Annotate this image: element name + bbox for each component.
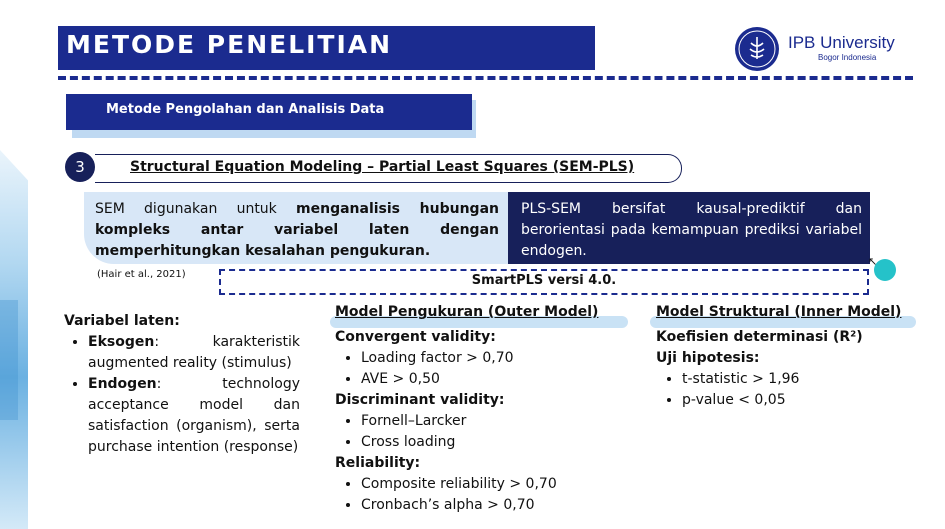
logo-subtitle: Bogor Indonesia	[818, 53, 877, 62]
section-number: 3	[65, 152, 95, 182]
list-item: • Fornell–Larcker	[361, 411, 615, 432]
list-item: • t-statistic > 1,96	[682, 369, 906, 390]
ipb-logo-icon	[735, 27, 779, 71]
inner-line-2: Uji hipotesis:	[656, 350, 760, 366]
inner-model-heading: Model Struktural (Inner Model)	[656, 304, 902, 320]
title-divider	[58, 76, 913, 80]
inner-model-column	[656, 327, 906, 411]
outer-model-column	[335, 327, 615, 516]
section-title: Structural Equation Modeling – Partial Least Squares (SEM-PLS)	[130, 159, 635, 175]
group-label: Reliability:	[335, 455, 421, 471]
list-item: • Endogen: technology acceptance model dan satisfaction (organism), serta purchase intention (response)	[88, 374, 300, 458]
page-title: METODE PENELITIAN	[66, 30, 393, 59]
list-item: • Composite reliability > 0,70	[361, 474, 615, 495]
definition-right-text: PLS-SEM bersifat kausal-prediktif dan berorientasi pada kemampuan prediksi variabel endogen.	[521, 201, 862, 259]
citation: (Hair et al., 2021)	[97, 269, 186, 280]
list-item: • AVE > 0,50	[361, 369, 615, 390]
latent-variables-column	[64, 311, 300, 458]
group-label: Discriminant validity:	[335, 392, 505, 408]
list-item: • Loading factor > 0,70	[361, 348, 615, 369]
definition-left-text: SEM digunakan untuk menganalisis hubungan kompleks antar variabel laten dengan memperhitungkan kesalahan pengukuran.	[95, 201, 499, 259]
inner-line-1: Koefisien determinasi (R²)	[656, 329, 863, 345]
list-item: • Eksogen: karakteristik augmented reality (stimulus)	[88, 332, 300, 374]
outer-model-heading: Model Pengukuran (Outer Model)	[335, 304, 599, 320]
list-item: • Cross loading	[361, 432, 615, 453]
cursor-icon: ↖	[868, 255, 878, 268]
left-decorative-accent	[0, 300, 18, 420]
software-label: SmartPLS versi 4.0.	[471, 273, 617, 288]
list-item: • Cronbach’s alpha > 0,70	[361, 495, 615, 516]
subheading: Metode Pengolahan dan Analisis Data	[106, 102, 385, 117]
latent-heading: Variabel laten:	[64, 313, 180, 329]
group-label: Convergent validity:	[335, 329, 496, 345]
list-item: • p-value < 0,05	[682, 390, 906, 411]
logo-name: IPB University	[788, 33, 895, 52]
cursor-highlight-icon	[874, 259, 896, 281]
